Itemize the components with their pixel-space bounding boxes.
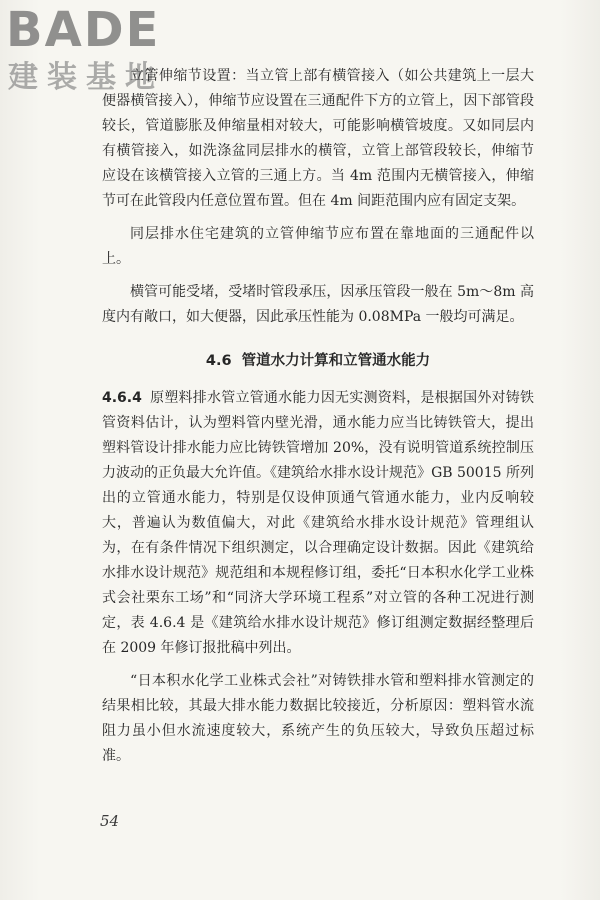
paragraph-expansion-joint: 立管伸缩节设置：当立管上部有横管接入（如公共建筑上一层大便器横管接入），伸缩节应设置在三通配件下方的立管上，因下部管段较长，管道膨胀及伸缩量相对较大，可能影响横管坡度。又如同层内有横管接入，如洗涤盆同层排水的横管，立管上部管段较长，伸缩节应设在该横管接入立管的三通上方。当 4m 范围内无横管接入，伸缩节可在此管段内任意位置布置。但在 4m 间距范围内应有固定支架。 <box>102 68 534 209</box>
watermark-cjk-text: 建装基地 <box>8 60 164 95</box>
page-content <box>102 64 534 769</box>
paragraph-comparison-result: “日本积水化学工业株式会社”对铸铁排水管和塑料排水管测定的结果相比较，其最大排水能力数据比较接近，分析原因：塑料管水流阻力虽小但水流速度较大，系统产生的负压较大，导致负压超过标准。 <box>102 673 534 764</box>
section-title: 管道水力计算和立管通水能力 <box>241 353 431 369</box>
clause-number: 4.6.4 <box>102 390 142 406</box>
clause-paragraph <box>102 386 534 661</box>
section-heading <box>102 350 534 372</box>
clause-text: 原塑料排水管立管通水能力因无实测资料，是根据国外对铸铁管资料估计，认为塑料管内壁光滑，通水能力应当比铸铁管大，提出塑料管设计排水能力应比铸铁管增加 20%，没有说明管道系统控制压力波动的正负最大允许值。《建筑给水排水设计规范》GB 50015 所列出的立管通水能力，特别是仅设伸顶通气管通水能力，业内反响较大，普遍认为数值偏大，对此《建筑给水排水设计规范》管理组认为，在有条件情况下组织测定，以合理确定设计数据。因此《建筑给水排水设计规范》规范组和本规程修订组，委托“日本积水化学工业株式会社栗东工场”和“同济大学环境工程系”对立管的各种工况进行测定，表 4.6.4 是《建筑给水排水设计规范》修订组测定数据经整理后在 2009 年修订报批稿中列出。 <box>102 390 534 656</box>
paragraph-horizontal-pipe-blockage: 横管可能受堵，受堵时管段承压，因承压管段一般在 5m～8m 高度内有敞口，如大便器，因此承压性能为 0.08MPa 一般均可满足。 <box>102 284 534 325</box>
paragraph-same-floor-drainage: 同层排水住宅建筑的立管伸缩节应布置在靠地面的三通配件以上。 <box>102 226 534 267</box>
section-number: 4.6 <box>205 353 232 369</box>
watermark-latin-text: BADE <box>6 2 161 58</box>
page-number: 54 <box>100 812 120 830</box>
